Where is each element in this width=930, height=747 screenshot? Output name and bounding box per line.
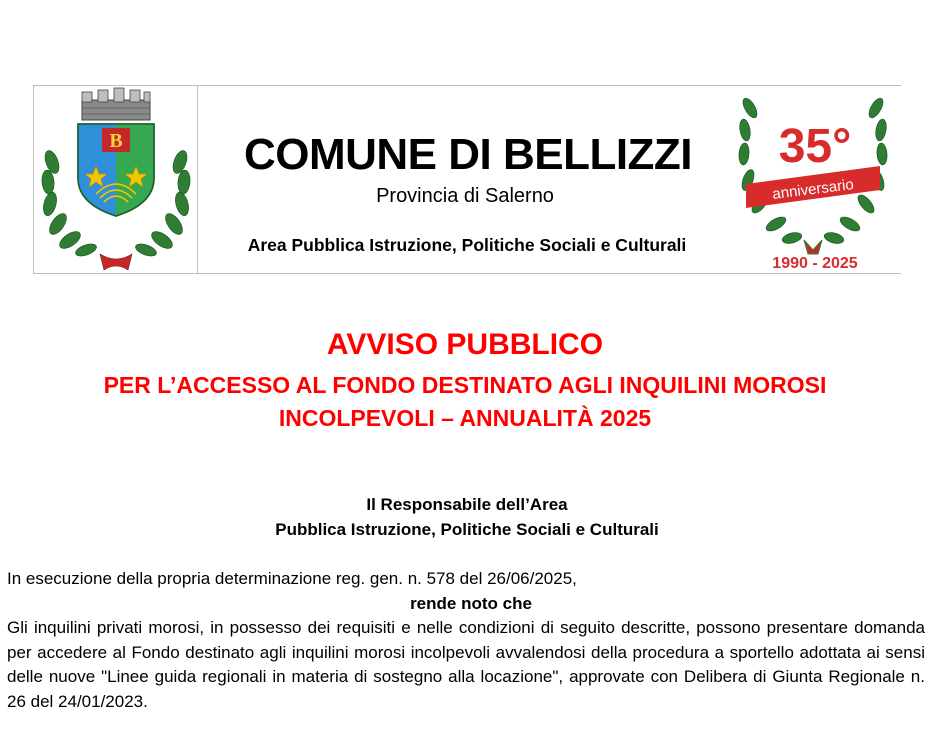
province-label: Provincia di Salerno <box>376 185 554 207</box>
svg-text:1990 - 2025: 1990 - 2025 <box>772 255 858 272</box>
letterhead-divider <box>197 85 198 274</box>
svg-text:35°: 35° <box>778 120 852 173</box>
notice-subtitle-line1: PER L’ACCESSO AL FONDO DESTINATO AGLI INQUILINI MOROSI <box>103 372 827 398</box>
svg-text:B: B <box>109 130 123 152</box>
responsible-line2: Pubblica Istruzione, Politiche Sociali e Culturali <box>275 520 659 539</box>
notice-title: AVVISO PUBBLICO <box>326 328 604 361</box>
department-label: Area Pubblica Istruzione, Politiche Sociali e Culturali <box>247 235 687 255</box>
anniversary-logo-icon <box>738 88 888 274</box>
svg-text:anniversario: anniversario <box>771 176 855 203</box>
municipality-title: COMUNE DI BELLIZZI <box>243 130 693 179</box>
responsible-line1: Il Responsabile dell’Area <box>366 495 568 514</box>
body-announcement: rende noto che <box>410 593 532 613</box>
body-paragraph: Gli inquilini privati morosi, in possesso dei requisiti e nelle condizioni di seguito descritte, possono presentare domanda per accedere al Fondo destinato agli inquilini morosi incolpevoli avvalendosi della procedura a sportello adottata ai sensi delle nuove "Linee guida regionali in materia di sostegno alla locazione", approvate con Delibera di Giunta Regionale n. 26 del 24/01/2023. <box>7 618 925 711</box>
body-intro: In esecuzione della propria determinazione reg. gen. n. 578 del 26/06/2025, <box>7 569 577 588</box>
notice-body <box>7 567 925 714</box>
notice-subtitle <box>0 369 930 435</box>
coat-of-arms-icon <box>40 82 192 274</box>
notice-subtitle-line2: INCOLPEVOLI – ANNUALITÀ 2025 <box>278 405 652 431</box>
responsible-heading <box>0 492 930 542</box>
